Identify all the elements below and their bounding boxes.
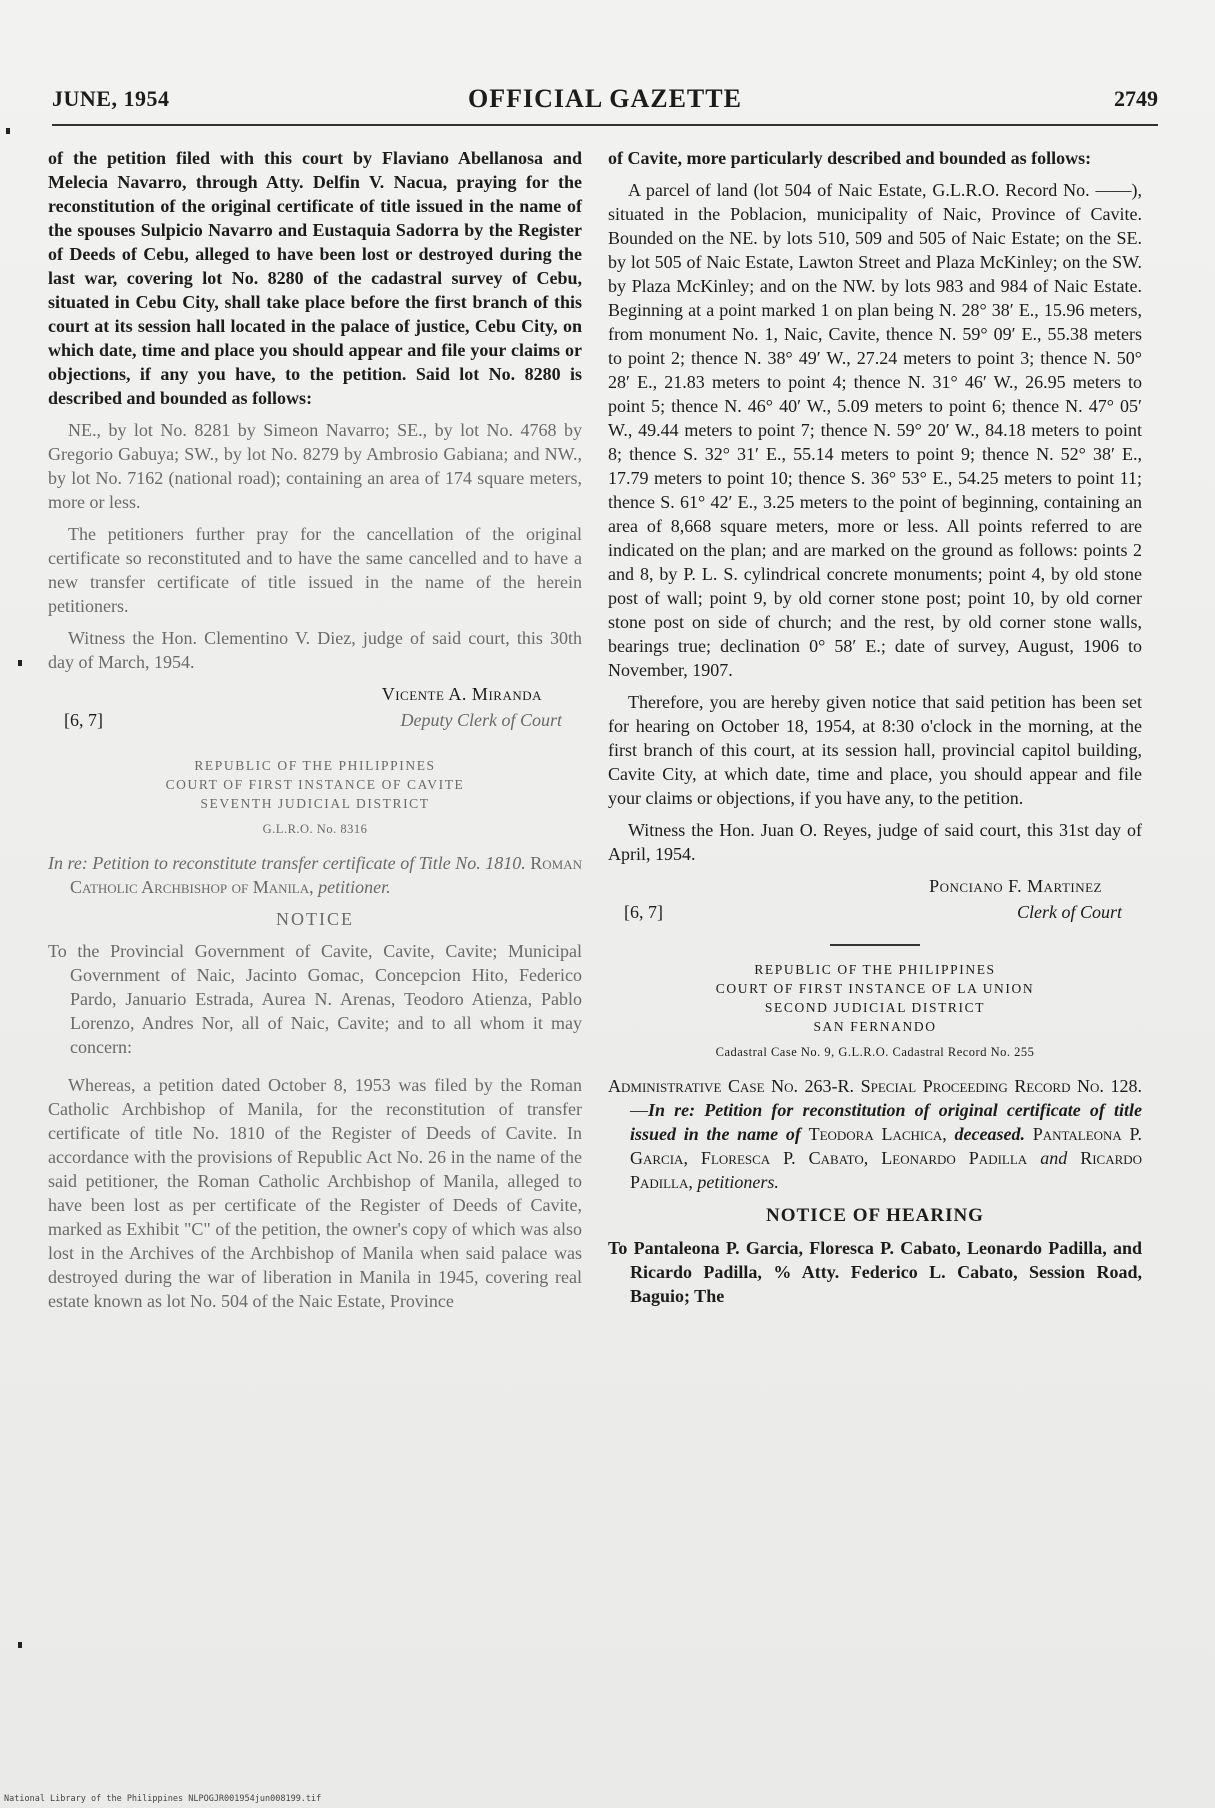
court-line: SAN FERNANDO <box>813 1019 937 1034</box>
court-line: COURT OF FIRST INSTANCE OF LA UNION <box>715 981 1035 996</box>
paragraph: Whereas, a petition dated October 8, 1953 was filed by the Roman Catholic Archbishop of Manila, for the reconstitution of transfer certificate of title No. 1810 of the Register of Deeds of Cavite. In accordance with the provisions of Republic Act No. 26 in the name of the said petitioner, the Roman Catholic Archbishop of Manila, alleged to have been lost as per certificate of the Register of Deeds of Cavite, marked as Exhibit "C" of the petition, the owner's copy of which was also lost in the Archives of the Archbishop of Manila when said palace was destroyed during the war of liberation in Manila in 1945, covering real estate known as lot No. 504 of the Naic Estate, Province <box>48 1075 582 1311</box>
in-re-caption <box>48 851 582 899</box>
addressee-paragraph: To the Provincial Government of Cavite, Cavite, Cavite; Municipal Government of Naic, Jacinto Gomac, Concepcion Hito, Federico Pardo, Januario Estrada, Aurea N. Arenas, Teodoro Atienza, Pablo Lorenzo, Andres Nor, all of Naic, Cavite; and to all whom it may concern: <box>48 941 582 1057</box>
court-heading <box>48 756 582 813</box>
scan-mark <box>18 1642 22 1648</box>
page-header <box>52 86 1158 126</box>
notice-title: NOTICE <box>276 909 354 929</box>
paragraph: A parcel of land (lot 504 of Naic Estate, G.L.R.O. Record No. ——), situated in the Poblacion, municipality of Naic, Province of Cavite. Bounded on the NE. by lots 510, 509 and 505 of Naic Estate; on the SE. by lot 505 of Naic Estate, Lawton Street and Plaza McKinley; on the SW. by Plaza McKinley; and on the NW. by lots 983 and 984 of Naic Estate. Beginning at a point marked 1 on plan being N. 28° 38′ E., 15.96 meters, from monument No. 1, Naic, Cavite, thence N. 59° 09′ E., 55.38 meters to point 2; thence N. 38° 49′ W., 27.24 meters to point 3; thence N. 50° 28′ E., 21.83 meters to point 4; thence N. 31° 46′ W., 26.95 meters to point 5; thence N. 46° 40′ W., 5.09 meters to point 6; thence N. 47° 05′ W., 49.44 meters to point 7; thence N. 59° 20′ W., 84.18 meters to point 8; thence S. 32° 31′ E., 55.14 meters to point 9; thence N. 52° 38′ E., 17.79 meters to point 10; thence S. 36° 53° E., 54.25 meters to point 11; thence S. 61° 42′ E., 3.25 meters to the point of beginning, containing an area of 8,668 square meters, more or less. All points referred to are indicated on the plan; and are marked on the ground as follows: points 2 and 8, by P. L. S. cylindrical concrete monuments; point 4, by old stone post of wall; point 9, by old corner stone post; point 10, by old corner stone post on side of church; and the rest, by old corner stone walls, bearings true; declination 0° 58′ E.; date of survey, August, 1906 to November, 1907. <box>608 180 1142 680</box>
admin-case-number: Administrative Case No. 263-R. Special Proceeding Record No. 128.— <box>608 1076 1142 1120</box>
paragraph: of the petition filed with this court by Flaviano Abellanosa and Melecia Navarro, through Atty. Delfin V. Nacua, praying for the reconstitution of the original certificate of title issued in the name of the spouses Sulpicio Navarro and Eustaquia Sadorra by the Register of Deeds of Cebu, alleged to have been lost or destroyed during the last war, covering lot No. 8280 of the cadastral survey of Cebu, situated in Cebu City, shall take place before the first branch of this court at its session hall located in the palace of justice, Cebu City, on which date, time and place you should appear and file your claims or objections, if any you have, to the petition. Said lot No. 8280 is described and bounded as follows: <box>48 148 582 408</box>
paragraph: Witness the Hon. Clementino V. Diez, judge of said court, this 30th day of March, 1954. <box>48 628 582 672</box>
case-number: Cadastral Case No. 9, G.L.R.O. Cadastral Record No. 255 <box>715 1045 1035 1059</box>
signatory-title: Deputy Clerk of Court <box>400 710 562 730</box>
conjunction: and <box>1040 1148 1068 1168</box>
scan-footer: National Library of the Philippines NLPOGJR001954jun008199.tif <box>4 1794 322 1804</box>
right-column <box>608 146 1142 1316</box>
party-role: petitioners. <box>697 1172 779 1192</box>
left-column <box>48 146 582 1321</box>
notice-of-hearing-title: NOTICE OF HEARING <box>766 1205 984 1226</box>
court-line: REPUBLIC OF THE PHILIPPINES <box>754 962 996 977</box>
paragraph: of Cavite, more particularly described and bounded as follows: <box>608 148 1092 168</box>
scan-mark <box>18 660 22 666</box>
petitioner-last-name: Ricardo Padilla, <box>630 1148 1143 1192</box>
header-page-number: 2749 <box>1114 86 1158 111</box>
issue-reference: [6, 7] <box>624 902 663 922</box>
deceased-name: Teodora Lachica, <box>808 1124 947 1144</box>
petitioner-names: Pantaleona P. Garcia, Floresca P. Cabato, Leonardo Padilla <box>630 1124 1143 1168</box>
paragraph: Witness the Hon. Juan O. Reyes, judge of said court, this 31st day of April, 1954. <box>608 820 1142 864</box>
scan-mark <box>6 128 10 134</box>
court-line: REPUBLIC OF THE PHILIPPINES <box>194 758 436 773</box>
header-rule <box>52 124 1158 126</box>
signature-block <box>608 874 1142 934</box>
court-line: COURT OF FIRST INSTANCE OF CAVITE <box>165 777 465 792</box>
issue-reference: [6, 7] <box>64 710 103 730</box>
signature-block <box>48 682 582 742</box>
addressee-paragraph: To Pantaleona P. Garcia, Floresca P. Cabato, Leonardo Padilla, and Ricardo Padilla, % Atty. Federico L. Cabato, Session Road, Baguio; The <box>608 1238 1142 1306</box>
in-re-text: In re: Petition to reconstitute transfer certificate of Title No. 1810. <box>48 853 526 873</box>
admin-case-caption <box>608 1074 1142 1194</box>
party-name: Roman Catholic Archbishop of Manila, <box>70 853 582 897</box>
paragraph: NE., by lot No. 8281 by Simeon Navarro; SE., by lot No. 4768 by Gregorio Gabuya; SW., by lot No. 8279 by Ambrosio Gabiana; and NW., by lot No. 7162 (national road); containing an area of 174 square meters, more or less. <box>48 420 582 512</box>
paragraph: Therefore, you are hereby given notice that said petition has been set for hearing on October 18, 1954, at 8:30 o'clock in the morning, at the first branch of this court, at its session hall, provincial capitol building, Cavite City, at which date, time and place, you should appear and file your claims or objections, if you have any, to the petition. <box>608 692 1142 808</box>
section-divider <box>830 944 920 946</box>
court-line: SEVENTH JUDICIAL DISTRICT <box>200 796 430 811</box>
party-role: petitioner. <box>318 877 391 897</box>
signatory-title: Clerk of Court <box>1016 902 1122 922</box>
header-title: OFFICIAL GAZETTE <box>468 84 742 113</box>
header-date: JUNE, 1954 <box>52 86 170 111</box>
court-line: SECOND JUDICIAL DISTRICT <box>764 1000 986 1015</box>
signatory-name: Ponciano F. Martinez <box>929 876 1102 896</box>
deceased-label: deceased. <box>954 1124 1025 1144</box>
court-heading <box>608 960 1142 1036</box>
case-number: G.L.R.O. No. 8316 <box>262 822 368 836</box>
signatory-name: Vicente A. Miranda <box>381 684 542 704</box>
in-re-text: In re: Petition for reconstitution of original certificate of title issued in the name of <box>630 1100 1142 1144</box>
paragraph: The petitioners further pray for the cancellation of the original certificate so reconstituted and to have the same cancelled and to have a new transfer certificate of title issued in the name of the herein petitioners. <box>48 524 582 616</box>
